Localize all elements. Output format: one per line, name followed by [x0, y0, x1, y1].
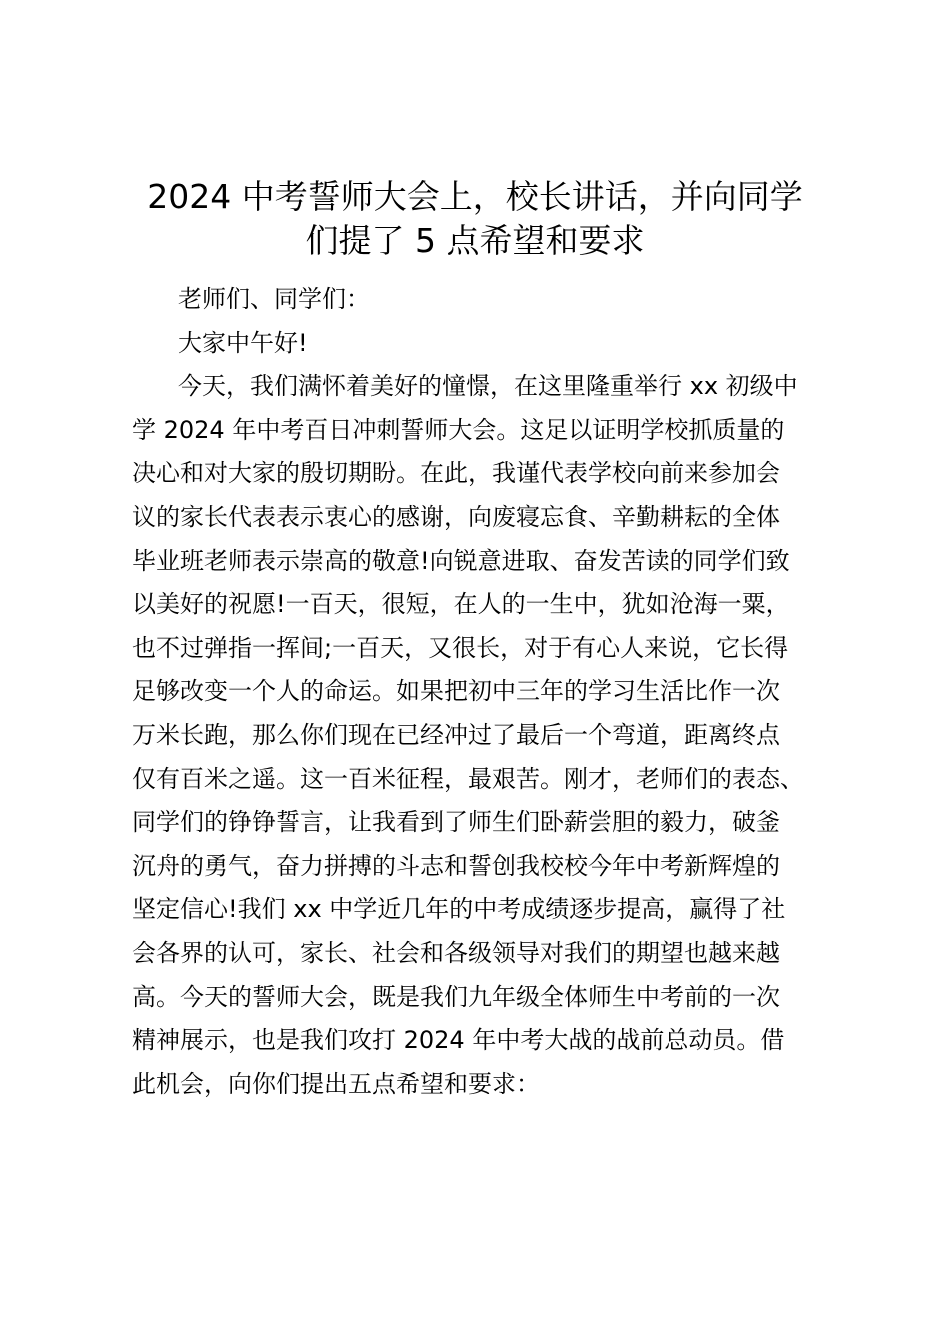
paragraph-line: 仅有百米之遥。这一百米征程，最艰苦。刚才，老师们的表态、: [132, 764, 804, 793]
paragraph-line: 沉舟的勇气，奋力拼搏的斗志和誓创我校校今年中考新辉煌的: [132, 851, 780, 880]
paragraph-line: 也不过弹指一挥间;一百天，又很长，对于有心人来说，它长得: [132, 633, 789, 662]
paragraph-line: 同学们的铮铮誓言，让我看到了师生们卧薪尝胆的毅力，破釜: [132, 808, 780, 837]
paragraph-line: 决心和对大家的殷切期盼。在此，我谨代表学校向前来参加会: [132, 459, 780, 488]
title-line: 们提了 5 点希望和要求: [305, 220, 645, 260]
salutation: 老师们、同学们：: [178, 285, 370, 313]
paragraph-line: 万米长跑，那么你们现在已经冲过了最后一个弯道，距离终点: [132, 720, 780, 749]
paragraph-line: 精神展示，也是我们攻打 2024 年中考大战的战前总动员。借: [132, 1026, 785, 1055]
document-title: [120, 172, 830, 259]
paragraph-line: 足够改变一个人的命运。如果把初中三年的学习生活比作一次: [132, 677, 780, 706]
greeting: 大家中午好!: [178, 328, 308, 357]
paragraph-line: 高。今天的誓师大会，既是我们九年级全体师生中考前的一次: [132, 982, 780, 1011]
paragraph-line: 以美好的祝愿!一百天，很短，在人的一生中，犹如沧海一粟，: [132, 590, 790, 619]
paragraph-line: 毕业班老师表示崇高的敬意!向锐意进取、奋发苦读的同学们致: [132, 546, 790, 575]
paragraph-line: 坚定信心!我们 xx 中学近几年的中考成绩逐步提高，赢得了社: [132, 895, 786, 924]
paragraph-line: 此机会，向你们提出五点希望和要求：: [132, 1069, 540, 1098]
paragraph-line: 议的家长代表表示衷心的感谢，向废寝忘食、辛勤耕耘的全体: [132, 502, 780, 531]
title-line: 2024 中考誓师大会上，校长讲话，并向同学: [147, 177, 803, 216]
document-body: [132, 278, 832, 1106]
paragraph-line: 今天，我们满怀着美好的憧憬，在这里隆重举行 xx 初级中: [178, 372, 798, 401]
paragraph-line: 学 2024 年中考百日冲刺誓师大会。这足以证明学校抓质量的: [132, 415, 785, 444]
paragraph-line: 会各界的认可，家长、社会和各级领导对我们的期望也越来越: [132, 938, 780, 967]
